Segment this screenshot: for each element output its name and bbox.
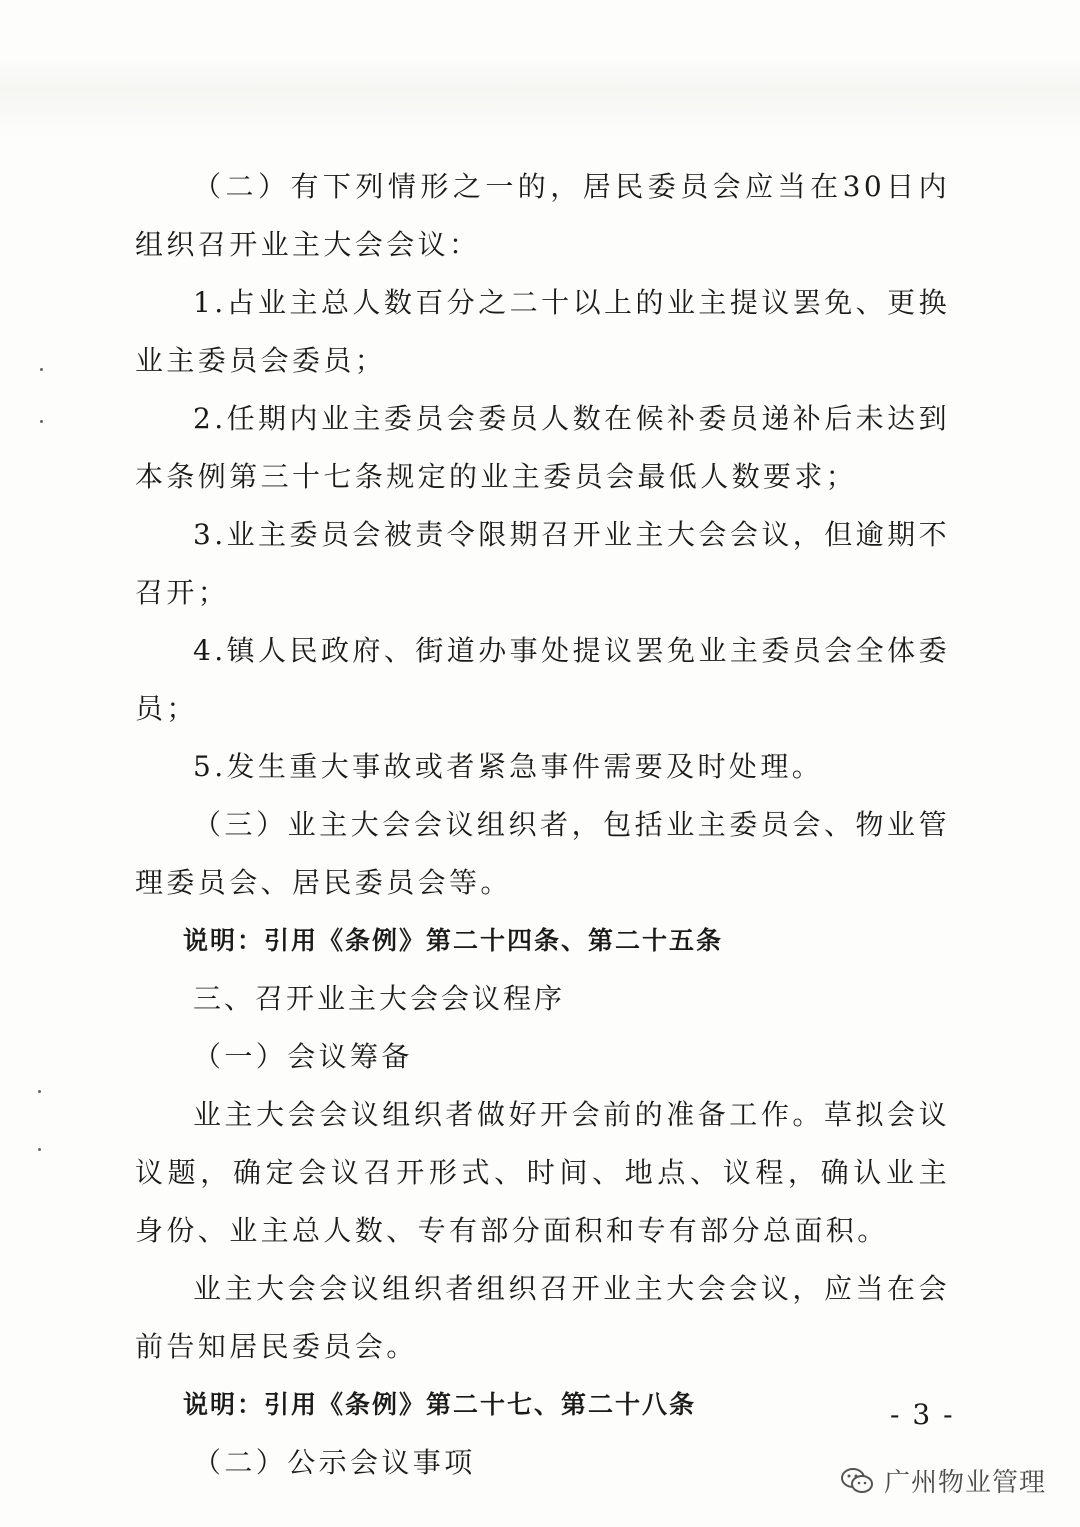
scan-artifact bbox=[0, 58, 1080, 138]
citation-note: 说明：引用《条例》第二十四条、第二十五条 bbox=[183, 926, 724, 955]
section-heading: 三、召开业主大会会议程序 bbox=[193, 982, 566, 1015]
paragraph: （三）业主大会会议组织者，包括业主委员会、物业管理委员会、居民委员会等。 bbox=[135, 808, 950, 899]
watermark-label: 广州物业管理 bbox=[884, 1468, 1047, 1498]
paragraph: 业主大会会议组织者做好开会前的准备工作。草拟会议议题，确定会议召开形式、时间、地点、议程，确认业主身份、业主总人数、专有部分面积和专有部分总面积。 bbox=[135, 1098, 950, 1247]
subheading: （二）公示会议事项 bbox=[193, 1446, 476, 1479]
scan-dot bbox=[40, 368, 43, 371]
watermark bbox=[840, 1462, 1046, 1499]
list-item: 2.任期内业主委员会委员人数在候补委员递补后未达到本条例第三十七条规定的业主委员会最低人数要求； bbox=[135, 402, 950, 493]
subheading: （一）会议筹备 bbox=[193, 1040, 413, 1073]
scan-dot bbox=[38, 1148, 41, 1151]
list-item: 5.发生重大事故或者紧急事件需要及时处理。 bbox=[193, 750, 824, 783]
paragraph: （二）有下列情形之一的，居民委员会应当在30日内组织召开业主大会会议： bbox=[135, 170, 950, 261]
list-item: 4.镇人民政府、街道办事处提议罢免业主委员会全体委员； bbox=[135, 634, 950, 725]
wechat-icon bbox=[840, 1467, 874, 1495]
scan-dot bbox=[40, 420, 43, 423]
document-body bbox=[135, 158, 950, 1492]
paragraph: 业主大会会议组织者组织召开业主大会会议，应当在会前告知居民委员会。 bbox=[135, 1272, 950, 1363]
list-item: 1.占业主总人数百分之二十以上的业主提议罢免、更换业主委员会委员； bbox=[135, 286, 950, 377]
page-number: - 3 - bbox=[890, 1398, 955, 1431]
citation-note: 说明：引用《条例》第二十七、第二十八条 bbox=[183, 1390, 697, 1419]
scan-dot bbox=[38, 1090, 41, 1093]
list-item: 3.业主委员会被责令限期召开业主大会会议，但逾期不召开； bbox=[135, 518, 950, 609]
